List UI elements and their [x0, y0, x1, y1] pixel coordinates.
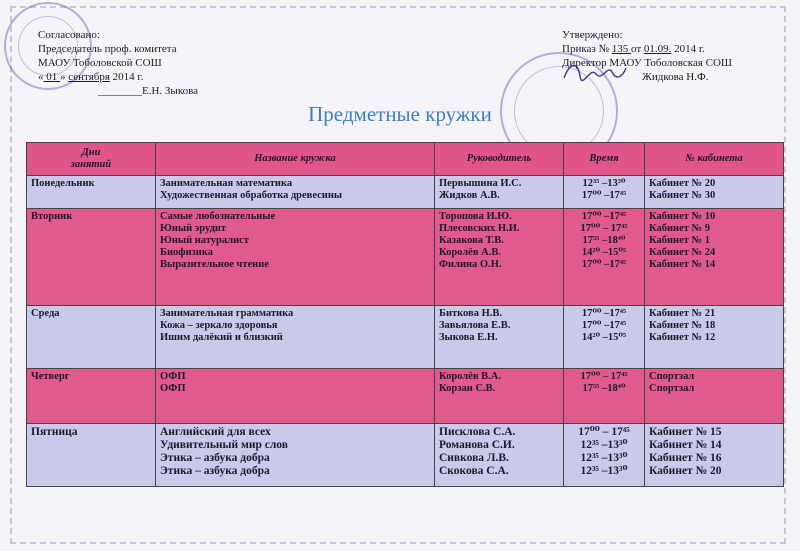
- cell-club: [156, 306, 435, 369]
- table-header-row: [27, 143, 784, 176]
- approval-left-signer: ________Е.Н. Зыкова: [98, 85, 199, 97]
- cell-room-line: Кабинет № 16: [649, 452, 722, 464]
- cell-day: Четверг: [27, 369, 156, 424]
- cell-room-line: Кабинет № 18: [649, 320, 716, 331]
- cell-time: [564, 209, 645, 306]
- cell-leader: [435, 209, 564, 306]
- cell-time-line: 17⁰⁰ –17⁴⁵: [581, 211, 627, 222]
- table-row: [27, 209, 784, 306]
- approval-left-heading: Согласовано:: [38, 29, 100, 41]
- cell-room-line: Кабинет № 15: [649, 426, 722, 438]
- table-row: [27, 369, 784, 424]
- cell-club: [156, 209, 435, 306]
- cell-time-line: 12³⁵ –13³⁰: [580, 465, 628, 477]
- approval-right-signer: Жидкова Н.Ф.: [642, 71, 709, 83]
- approval-left-date: « 01 » сентября 2014 г.: [38, 71, 144, 83]
- cell-room-line: Кабинет № 9: [649, 223, 710, 234]
- cell-club-line: Занимательная математика: [160, 178, 293, 189]
- cell-leader-line: Королёв В.А.: [439, 371, 501, 382]
- cell-time: [564, 369, 645, 424]
- cell-leader: [435, 306, 564, 369]
- cell-club-line: Самые любознательные: [160, 211, 276, 222]
- cell-time-line: 17⁰⁰ –17⁴⁵: [581, 308, 627, 319]
- cell-club-line: Ишим далёкий и близкий: [160, 332, 283, 343]
- cell-leader-line: Казакова Т.В.: [439, 235, 504, 246]
- page-title: Предметные кружки: [308, 102, 492, 126]
- cell-room: [645, 369, 784, 424]
- cell-club: [156, 424, 435, 487]
- cell-time-line: 12³⁵ –13³⁰: [582, 178, 626, 189]
- cell-time-line: 17⁰⁰ – 17⁴⁵: [578, 426, 630, 438]
- header-days: Дни занятий: [27, 143, 156, 176]
- cell-room-line: Спортзал: [649, 383, 695, 394]
- cell-club-line: Художественная обработка древесины: [160, 190, 343, 201]
- cell-club: [156, 369, 435, 424]
- cell-time-line: 17⁵⁵ –18⁴⁰: [582, 383, 626, 394]
- header-leader: Руководитель: [435, 143, 564, 176]
- cell-leader-line: Первышина И.С.: [439, 178, 522, 189]
- cell-club-line: Юный эрудит: [160, 223, 227, 234]
- cell-club-line: Занимательная грамматика: [160, 308, 294, 319]
- cell-club-line: Биофизика: [160, 247, 213, 258]
- cell-leader-line: Торопова И.Ю.: [439, 211, 512, 222]
- cell-club-line: Английский для всех: [160, 426, 271, 438]
- cell-time-line: 14²⁰ –15⁰⁵: [581, 247, 627, 258]
- approval-block-right: [562, 28, 732, 84]
- approval-right-order: Приказ № 135 от 01.09. 2014 г.: [562, 43, 705, 55]
- cell-club-line: Выразительное чтение: [160, 259, 269, 270]
- cell-time-line: 12³⁵ –13³⁰: [580, 439, 628, 451]
- cell-leader-line: Плесовских Н.И.: [439, 223, 520, 234]
- cell-room-line: Кабинет № 1: [649, 235, 710, 246]
- cell-time-line: 17⁰⁰ –17⁴⁵: [581, 190, 627, 201]
- cell-leader: [435, 424, 564, 487]
- cell-day: Понедельник: [27, 176, 156, 209]
- cell-room-line: Кабинет № 20: [649, 178, 716, 189]
- cell-club: [156, 176, 435, 209]
- cell-leader-line: Жидков А.В.: [439, 190, 500, 201]
- cell-club-line: Этика – азбука добра: [160, 465, 270, 477]
- cell-day: Вторник: [27, 209, 156, 306]
- cell-leader-line: Сивкова Л.В.: [439, 452, 509, 464]
- cell-time-line: 17⁵⁵ –18⁴⁰: [582, 235, 626, 246]
- cell-time-line: 17⁰⁰ –17⁴⁵: [581, 320, 627, 331]
- cell-time-line: 14²⁰ –15⁰⁵: [581, 332, 627, 343]
- cell-room-line: Кабинет № 21: [649, 308, 716, 319]
- cell-leader-line: Королёв А.В.: [439, 247, 501, 258]
- cell-time-line: 12³⁵ –13³⁰: [580, 452, 628, 464]
- cell-time-line: 17⁰⁰ –17⁴⁵: [581, 259, 627, 270]
- cell-leader-line: Корзан С.В.: [439, 383, 496, 394]
- header-room: № кабинета: [645, 143, 784, 176]
- cell-leader-line: Зыкова Е.Н.: [439, 332, 498, 343]
- table-row: [27, 176, 784, 209]
- cell-leader-line: Биткова Н.В.: [439, 308, 503, 319]
- cell-room-line: Кабинет № 24: [649, 247, 716, 258]
- cell-day: Пятница: [27, 424, 156, 487]
- cell-leader: [435, 176, 564, 209]
- cell-leader-line: Завьялова Е.В.: [439, 320, 511, 331]
- cell-leader: [435, 369, 564, 424]
- cell-club-line: Кожа – зеркало здоровья: [160, 320, 278, 331]
- cell-room-line: Кабинет № 14: [649, 439, 722, 451]
- cell-club-line: Этика – азбука добра: [160, 452, 270, 464]
- cell-time: [564, 424, 645, 487]
- cell-time-line: 17⁰⁰ – 17⁴⁵: [580, 223, 628, 234]
- cell-room-line: Кабинет № 14: [649, 259, 716, 270]
- cell-room: [645, 176, 784, 209]
- cell-club-line: ОФП: [160, 371, 186, 382]
- approval-left-org: МАОУ Тоболовской СОШ: [38, 57, 162, 69]
- cell-room: [645, 424, 784, 487]
- approval-right-position: Директор МАОУ Тоболовская СОШ: [562, 57, 733, 69]
- cell-day: Среда: [27, 306, 156, 369]
- cell-time-line: 17⁰⁰ – 17⁴⁵: [580, 371, 628, 382]
- cell-leader-line: Скокова С.А.: [439, 465, 509, 477]
- header-club: Название кружка: [156, 143, 435, 176]
- cell-club-line: Юный натуралист: [160, 235, 249, 246]
- header-time: Время: [564, 143, 645, 176]
- schedule-table: [26, 142, 784, 487]
- cell-room-line: Кабинет № 12: [649, 332, 716, 343]
- cell-room-line: Кабинет № 30: [649, 190, 716, 201]
- cell-leader-line: Писклова С.А.: [439, 426, 516, 438]
- table-row: [27, 424, 784, 487]
- cell-room-line: Кабинет № 10: [649, 211, 716, 222]
- cell-room-line: Кабинет № 20: [649, 465, 722, 477]
- cell-room: [645, 306, 784, 369]
- approval-block-left: [38, 28, 198, 98]
- cell-time: [564, 306, 645, 369]
- approval-right-heading: Утверждено:: [562, 29, 623, 41]
- cell-leader-line: Романова С.И.: [439, 439, 515, 451]
- approval-left-position: Председатель проф. комитета: [38, 43, 177, 55]
- cell-club-line: Удивительный мир слов: [160, 439, 288, 451]
- cell-room: [645, 209, 784, 306]
- cell-club-line: ОФП: [160, 383, 186, 394]
- cell-room-line: Спортзал: [649, 371, 695, 382]
- cell-time: [564, 176, 645, 209]
- table-row: [27, 306, 784, 369]
- cell-leader-line: Филина О.Н.: [439, 259, 502, 270]
